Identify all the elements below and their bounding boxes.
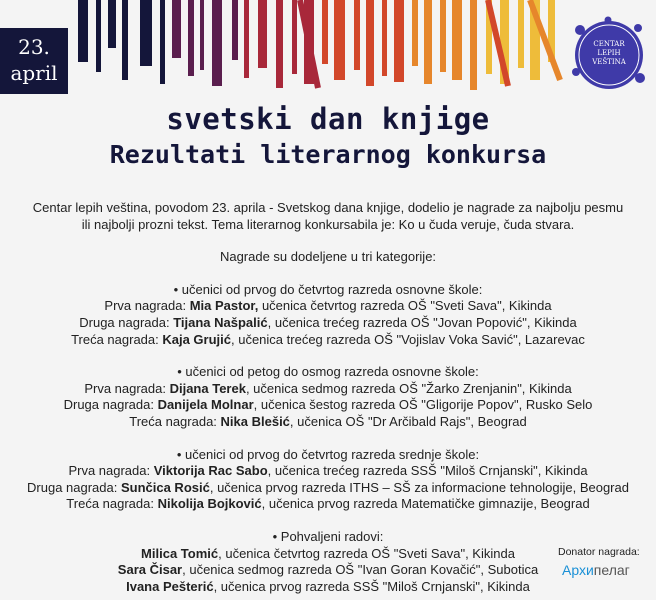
award-label: Prva nagrada:	[84, 380, 170, 396]
praised-name: Sara Čisar	[117, 562, 183, 578]
praised-detail: , učenica sedmog razreda OŠ "Ivan Goran Kovačić", Subotica	[182, 562, 539, 578]
award-detail: , učenica sedmog razreda OŠ "Žarko Zrenjanin", Kikinda	[245, 380, 572, 396]
award-name: Mia Pastor,	[189, 298, 259, 314]
categories-intro: Nagrade su dodeljene u tri kategorije:	[219, 249, 437, 265]
award-line	[8, 315, 648, 332]
logo-text	[582, 40, 636, 67]
book-spine	[160, 0, 165, 84]
book-spine	[212, 0, 222, 86]
book-spine	[292, 0, 297, 74]
book-spine	[366, 0, 374, 86]
praised-line	[8, 579, 648, 596]
book-spine	[232, 0, 238, 60]
category-heading: • učenici od petog do osmog razreda osnovne škole:	[177, 364, 479, 380]
donor-label: Donator nagrada:	[558, 546, 640, 558]
logo-text-line3: VEŠTINA	[592, 58, 626, 66]
praised-name: Milica Tomić	[141, 545, 219, 561]
award-line	[8, 496, 648, 513]
poster-subtitle: Rezultati literarnog konkursa	[109, 140, 547, 169]
category-heading: • učenici od prvog do četvrtog razreda srednje škole:	[176, 446, 480, 462]
intro-line: Centar lepih veština, povodom 23. aprila - Svetskog dana knjige, dodelio je nagrade za najbolju pesmu	[32, 200, 624, 215]
award-detail: , učenica trećeg razreda SSŠ "Miloš Crnjanski", Kikinda	[267, 463, 588, 479]
award-detail: , učenica prvog razreda Matematičke gimnazije, Beograd	[261, 496, 590, 512]
book-spine	[172, 0, 181, 58]
award-detail: , učenica OŠ "Dr Arčibald Rajs", Beograd	[289, 413, 527, 429]
award-label: Treća nagrada:	[129, 413, 221, 429]
praised-detail: , učenica četvrtog razreda OŠ "Sveti Sava", Kikinda	[218, 545, 515, 561]
book-spine	[122, 0, 128, 80]
intro-line: ili najbolji prozni tekst. Tema literarnog konkursabila je: Ko u čuda veruje, čuda stvara.	[81, 216, 575, 232]
book-spine	[258, 0, 267, 68]
award-name: Danijela Molnar	[157, 397, 254, 413]
award-label: Prva nagrada:	[68, 463, 154, 479]
book-spine	[96, 0, 101, 72]
praised-heading: • Pohvaljeni radovi:	[272, 528, 384, 544]
award-line	[8, 332, 648, 349]
poster-title: svetski dan knjige	[166, 102, 490, 136]
award-line	[8, 480, 648, 497]
award-line	[8, 298, 648, 315]
book-spine	[452, 0, 462, 80]
book-spine	[440, 0, 446, 72]
date-badge	[0, 28, 68, 94]
award-label: Druga nagrada:	[63, 397, 158, 413]
books-decoration	[0, 0, 656, 100]
book-spine	[334, 0, 345, 80]
award-detail: , učenica prvog razreda ITHS – SŠ za informacione tehnologije, Beograd	[209, 479, 629, 495]
award-label: Prva nagrada:	[104, 298, 190, 314]
book-spine	[394, 0, 404, 82]
date-month: april	[10, 61, 58, 85]
arhipelag-logo	[562, 562, 630, 578]
award-name: Nika Blešić	[220, 413, 290, 429]
book-spine	[78, 0, 88, 62]
award-name: Sunčica Rosić	[120, 479, 210, 495]
award-name: Kaja Grujić	[162, 331, 231, 347]
award-line	[8, 463, 648, 480]
logo-text-line1: CENTAR	[593, 40, 625, 48]
award-detail: učenica četvrtog razreda OŠ "Sveti Sava", Kikinda	[258, 298, 552, 314]
award-name: Dijana Terek	[169, 380, 246, 396]
book-spine	[200, 0, 204, 70]
book-spine	[382, 0, 387, 76]
award-label: Druga nagrada:	[79, 314, 174, 330]
book-spine	[470, 0, 477, 90]
award-line	[8, 397, 648, 414]
award-name: Nikolija Bojković	[157, 496, 262, 512]
award-line	[8, 414, 648, 431]
book-spine	[518, 0, 524, 68]
book-spine	[244, 0, 249, 78]
book-spine	[322, 0, 328, 64]
award-detail: , učenica trećeg razreda OŠ "Jovan Popović", Kikinda	[267, 314, 577, 330]
award-name: Viktorija Rac Sabo	[153, 463, 268, 479]
award-name: Tijana Našpalić	[173, 314, 268, 330]
book-spine	[108, 0, 116, 48]
award-detail: , učenica šestog razreda OŠ "Gligorije Popov", Rusko Selo	[253, 397, 593, 413]
award-detail: , učenica trećeg razreda OŠ "Vojislav Voka Savić", Lazarevac	[231, 331, 585, 347]
donor-logo-part2: пелаг	[593, 562, 630, 578]
award-label: Treća nagrada:	[71, 331, 163, 347]
logo-text-line2: LEPIH	[597, 49, 621, 57]
praised-detail: , učenica prvog razreda SSŠ "Miloš Crnjanski", Kikinda	[213, 578, 530, 594]
award-label: Treća nagrada:	[66, 496, 158, 512]
book-spine	[354, 0, 360, 70]
book-spine	[276, 0, 283, 88]
announcement-body	[8, 200, 648, 595]
book-spine	[188, 0, 194, 76]
praised-line	[8, 546, 648, 563]
donor-logo-part1: Архи	[562, 562, 594, 578]
book-spine	[140, 0, 152, 66]
praised-line	[8, 562, 648, 579]
category-heading: • učenici od prvog do četvrtog razreda osnovne škole:	[173, 281, 483, 297]
book-spine	[412, 0, 418, 66]
praised-name: Ivana Pešterić	[126, 578, 214, 594]
award-label: Druga nagrada:	[27, 479, 121, 495]
book-spine	[424, 0, 432, 84]
award-line	[8, 381, 648, 398]
date-day: 23.	[18, 35, 50, 59]
